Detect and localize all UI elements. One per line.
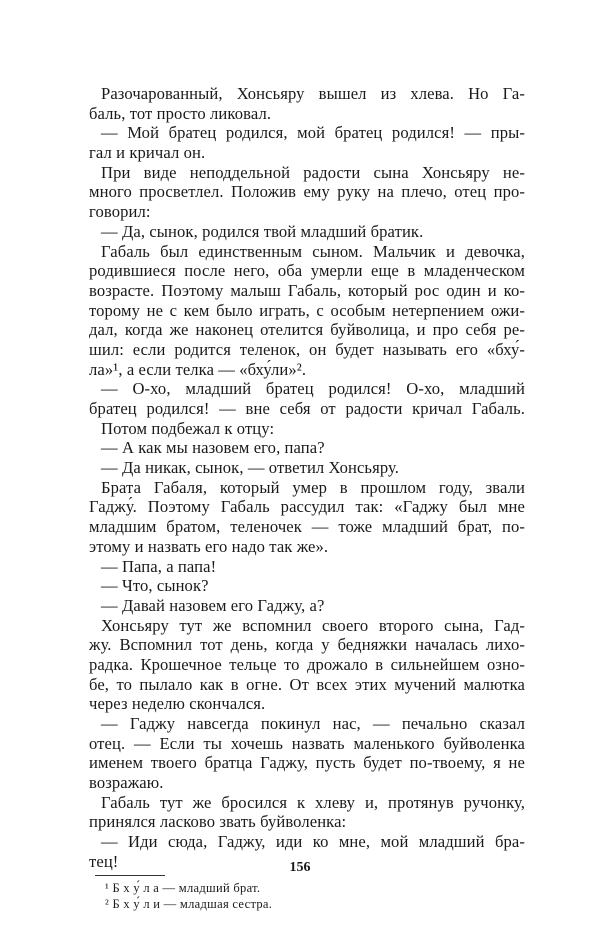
text-line: ла»¹, а если телка — «бху́ли»². [89,359,307,379]
text-line: — А как мы назовем его, папа? [101,438,325,458]
text-line: отец. — Если ты хочешь назвать маленького буйволенка [89,733,525,753]
main-text [89,84,525,872]
text-line: дал, когда же наконец отелится буйволица, и про себя ре- [89,320,525,340]
text-line: — Мой братец родился, мой братец родился! — пры- [101,123,525,143]
text-line: Габаль тут же бросился к хлеву и, протянув ручонку, [101,792,525,812]
text-line: — Давай назовем его Гаджу, а? [101,595,325,615]
text-line: младшим братом, теленочек — тоже младший брат, по- [89,517,525,537]
text-line: тец! [89,851,119,871]
text-line: — Гаджу навсегда покинул нас, — печально сказал [101,714,525,733]
text-line: возрасте. Поэтому малыш Габаль, который рос один и ко- [89,280,525,300]
text-line: братец родился! — вне себя от радости кричал Габаль. [89,399,525,418]
footnotes [89,880,525,912]
text-line: Гаджу́. Поэтому Габаль рассудил так: «Гаджу был мне [89,497,525,517]
text-line: принялся ласково звать буйволенка: [89,812,347,832]
text-line: много просветлел. Положив ему руку на плечо, отец про- [89,182,525,202]
text-line: радка. Крошечное тельце то дрожало в сильнейшем озно- [89,654,525,674]
footnote-1: ¹ Б х у́ л а — младший брат. [105,880,261,895]
text-line: гал и кричал он. [89,143,206,163]
text-line: этому и назвать его надо так же». [89,536,329,556]
text-line: Габаль был единственным сыном. Мальчик и девочка, [101,241,525,261]
text-line: бе, то пылало как в огне. От всех этих мучений малютка [89,674,525,694]
text-line: именем твоего братца Гаджу, пусть будет по-твоему, я не [89,753,525,773]
footnote-2: ² Б х у́ л и — младшая сестра. [105,896,273,911]
text-line: — Что, сынок? [101,576,209,596]
text-line: При виде неподдельной радости сына Хонсьяру не- [101,162,525,182]
text-line: родившиеся после него, оба умерли еще в младенческом [89,261,525,281]
text-line: жу. Вспомнил тот день, когда у бедняжки началась лихо- [89,635,525,655]
text-line: возражаю. [89,773,164,793]
text-line: Потом подбежал к отцу: [101,418,275,438]
text-line: Хонсьяру тут же вспомнил своего второго сына, Гад- [101,615,525,635]
page-body [89,84,525,912]
text-line: — О-хо, младший братец родился! О-хо, младший [101,379,525,399]
text-line: — Иди сюда, Гаджу, иди ко мне, мой младший бра- [101,832,525,852]
text-line: Разочарованный, Хонсьяру вышел из хлева. Но Га- [101,84,525,103]
text-line: шил: если родится теленок, он будет называть его «бху́- [89,339,525,359]
text-line: говорил: [89,202,151,222]
text-line: Брата Габаля, который умер в прошлом году, звали [101,477,525,497]
page-number: 156 [289,860,311,875]
text-line: — Да никак, сынок, — ответил Хонсьяру. [101,458,399,478]
text-line: через неделю скончался. [89,694,266,714]
text-line: торому не с кем было играть, с особым нетерпением ожи- [89,300,525,320]
text-line: баль, тот просто ликовал. [89,103,272,123]
text-line: — Да, сынок, родился твой младший братик. [101,221,424,241]
text-line: — Папа, а папа! [101,556,217,576]
